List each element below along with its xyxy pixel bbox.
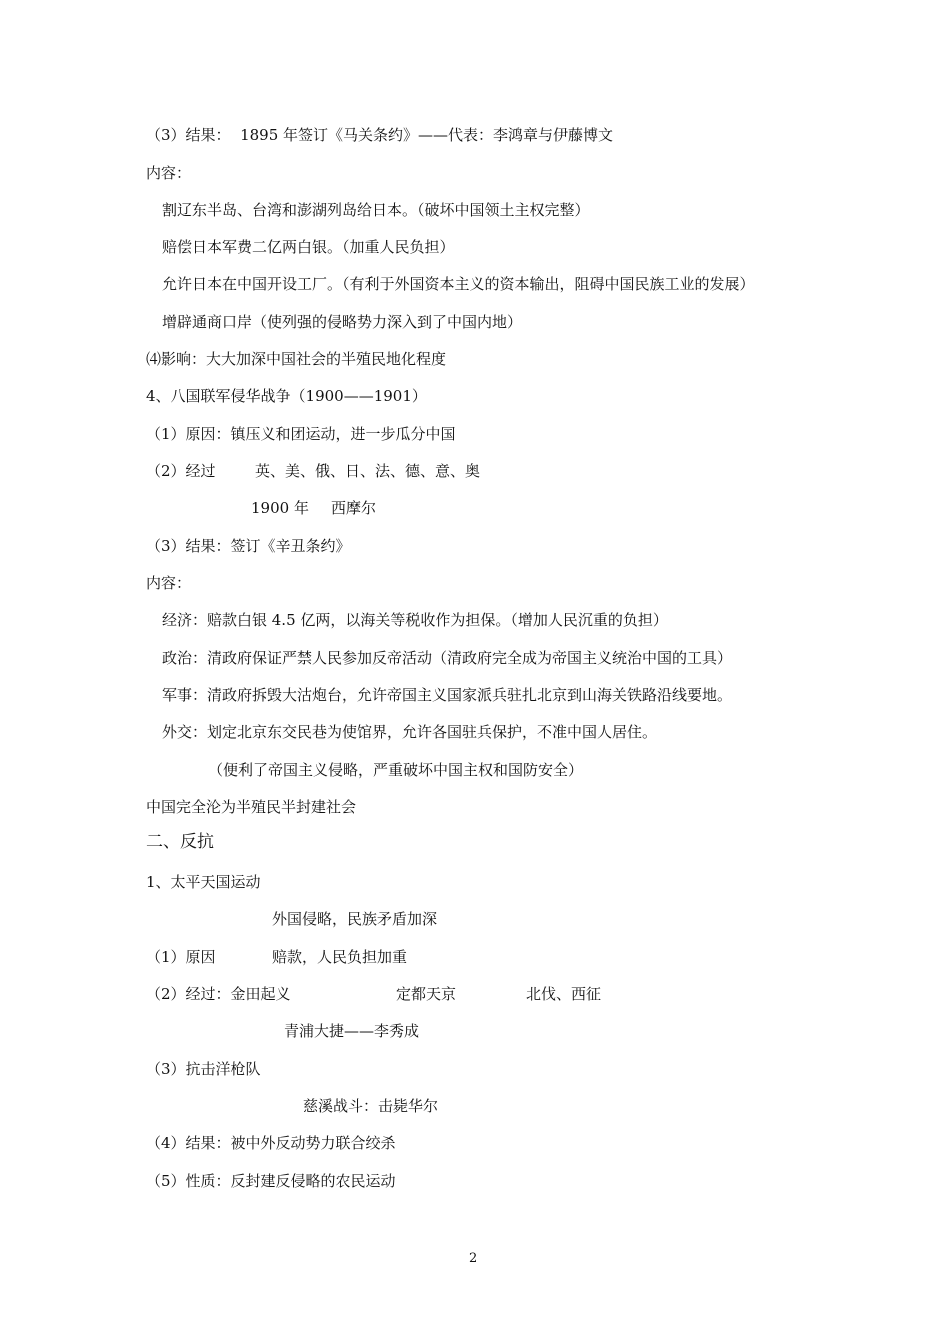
text-line: 北伐、西征 bbox=[526, 985, 602, 1003]
text-line: （3）抗击洋枪队 bbox=[146, 1060, 261, 1078]
text-line: （2）经过：金田起义 bbox=[146, 985, 291, 1003]
text-line: （5）性质：反封建反侵略的农民运动 bbox=[146, 1172, 396, 1190]
text-line: 中国完全沦为半殖民半封建社会 bbox=[146, 798, 357, 816]
text-line: （3）结果： 1895 年签订《马关条约》——代表：李鸿章与伊藤博文 bbox=[146, 126, 614, 144]
text-line: ⑷影响：大大加深中国社会的半殖民地化程度 bbox=[146, 350, 447, 368]
page-number: 2 bbox=[469, 1251, 478, 1266]
text-line: （1）原因：镇压义和团运动，进一步瓜分中国 bbox=[146, 425, 456, 443]
text-line: 经济：赔款白银 4.5 亿两，以海关等税收作为担保。（增加人民沉重的负担） bbox=[162, 611, 668, 629]
text-line: 西摩尔 bbox=[331, 499, 377, 517]
text-line: 定都天京 bbox=[396, 985, 457, 1003]
text-line: 外交：划定北京东交民巷为使馆界，允许各国驻兵保护，不准中国人居住。 bbox=[162, 723, 658, 741]
text-line: （2）经过 bbox=[146, 462, 216, 480]
text-line: 1、太平天国运动 bbox=[146, 873, 261, 891]
text-line: 赔款，人民负担加重 bbox=[272, 948, 408, 966]
text-line: 割辽东半岛、台湾和澎湖列岛给日本。（破坏中国领土主权完整） bbox=[162, 201, 590, 219]
text-line: 英、美、俄、日、法、德、意、奥 bbox=[255, 462, 481, 480]
text-line: 军事：清政府拆毁大沽炮台，允许帝国主义国家派兵驻扎北京到山海关铁路沿线要地。 bbox=[162, 686, 733, 704]
text-line: （3）结果：签订《辛丑条约》 bbox=[146, 537, 351, 555]
text-line: （1）原因 bbox=[146, 948, 216, 966]
section-heading: 二、反抗 bbox=[146, 832, 214, 852]
text-line: 1900 年 bbox=[251, 499, 309, 517]
text-line: 慈溪战斗：击毙华尔 bbox=[303, 1097, 439, 1115]
text-line: （4）结果：被中外反动势力联合绞杀 bbox=[146, 1134, 396, 1152]
text-line: 4、八国联军侵华战争（1900——1901） bbox=[146, 387, 427, 405]
text-line: 内容： bbox=[146, 574, 192, 592]
text-line: 外国侵略，民族矛盾加深 bbox=[272, 910, 438, 928]
text-line: 允许日本在中国开设工厂。（有利于外国资本主义的资本输出，阻碍中国民族工业的发展） bbox=[162, 275, 755, 293]
text-line: 内容： bbox=[146, 164, 192, 182]
text-line: 政治：清政府保证严禁人民参加反帝活动（清政府完全成为帝国主义统治中国的工具） bbox=[162, 649, 733, 667]
text-line: 增辟通商口岸（使列强的侵略势力深入到了中国内地） bbox=[162, 313, 523, 331]
text-line: 青浦大捷——李秀成 bbox=[284, 1022, 420, 1040]
text-line: （便利了帝国主义侵略，严重破坏中国主权和国防安全） bbox=[208, 761, 584, 779]
text-line: 赔偿日本军费二亿两白银。（加重人民负担） bbox=[162, 238, 455, 256]
